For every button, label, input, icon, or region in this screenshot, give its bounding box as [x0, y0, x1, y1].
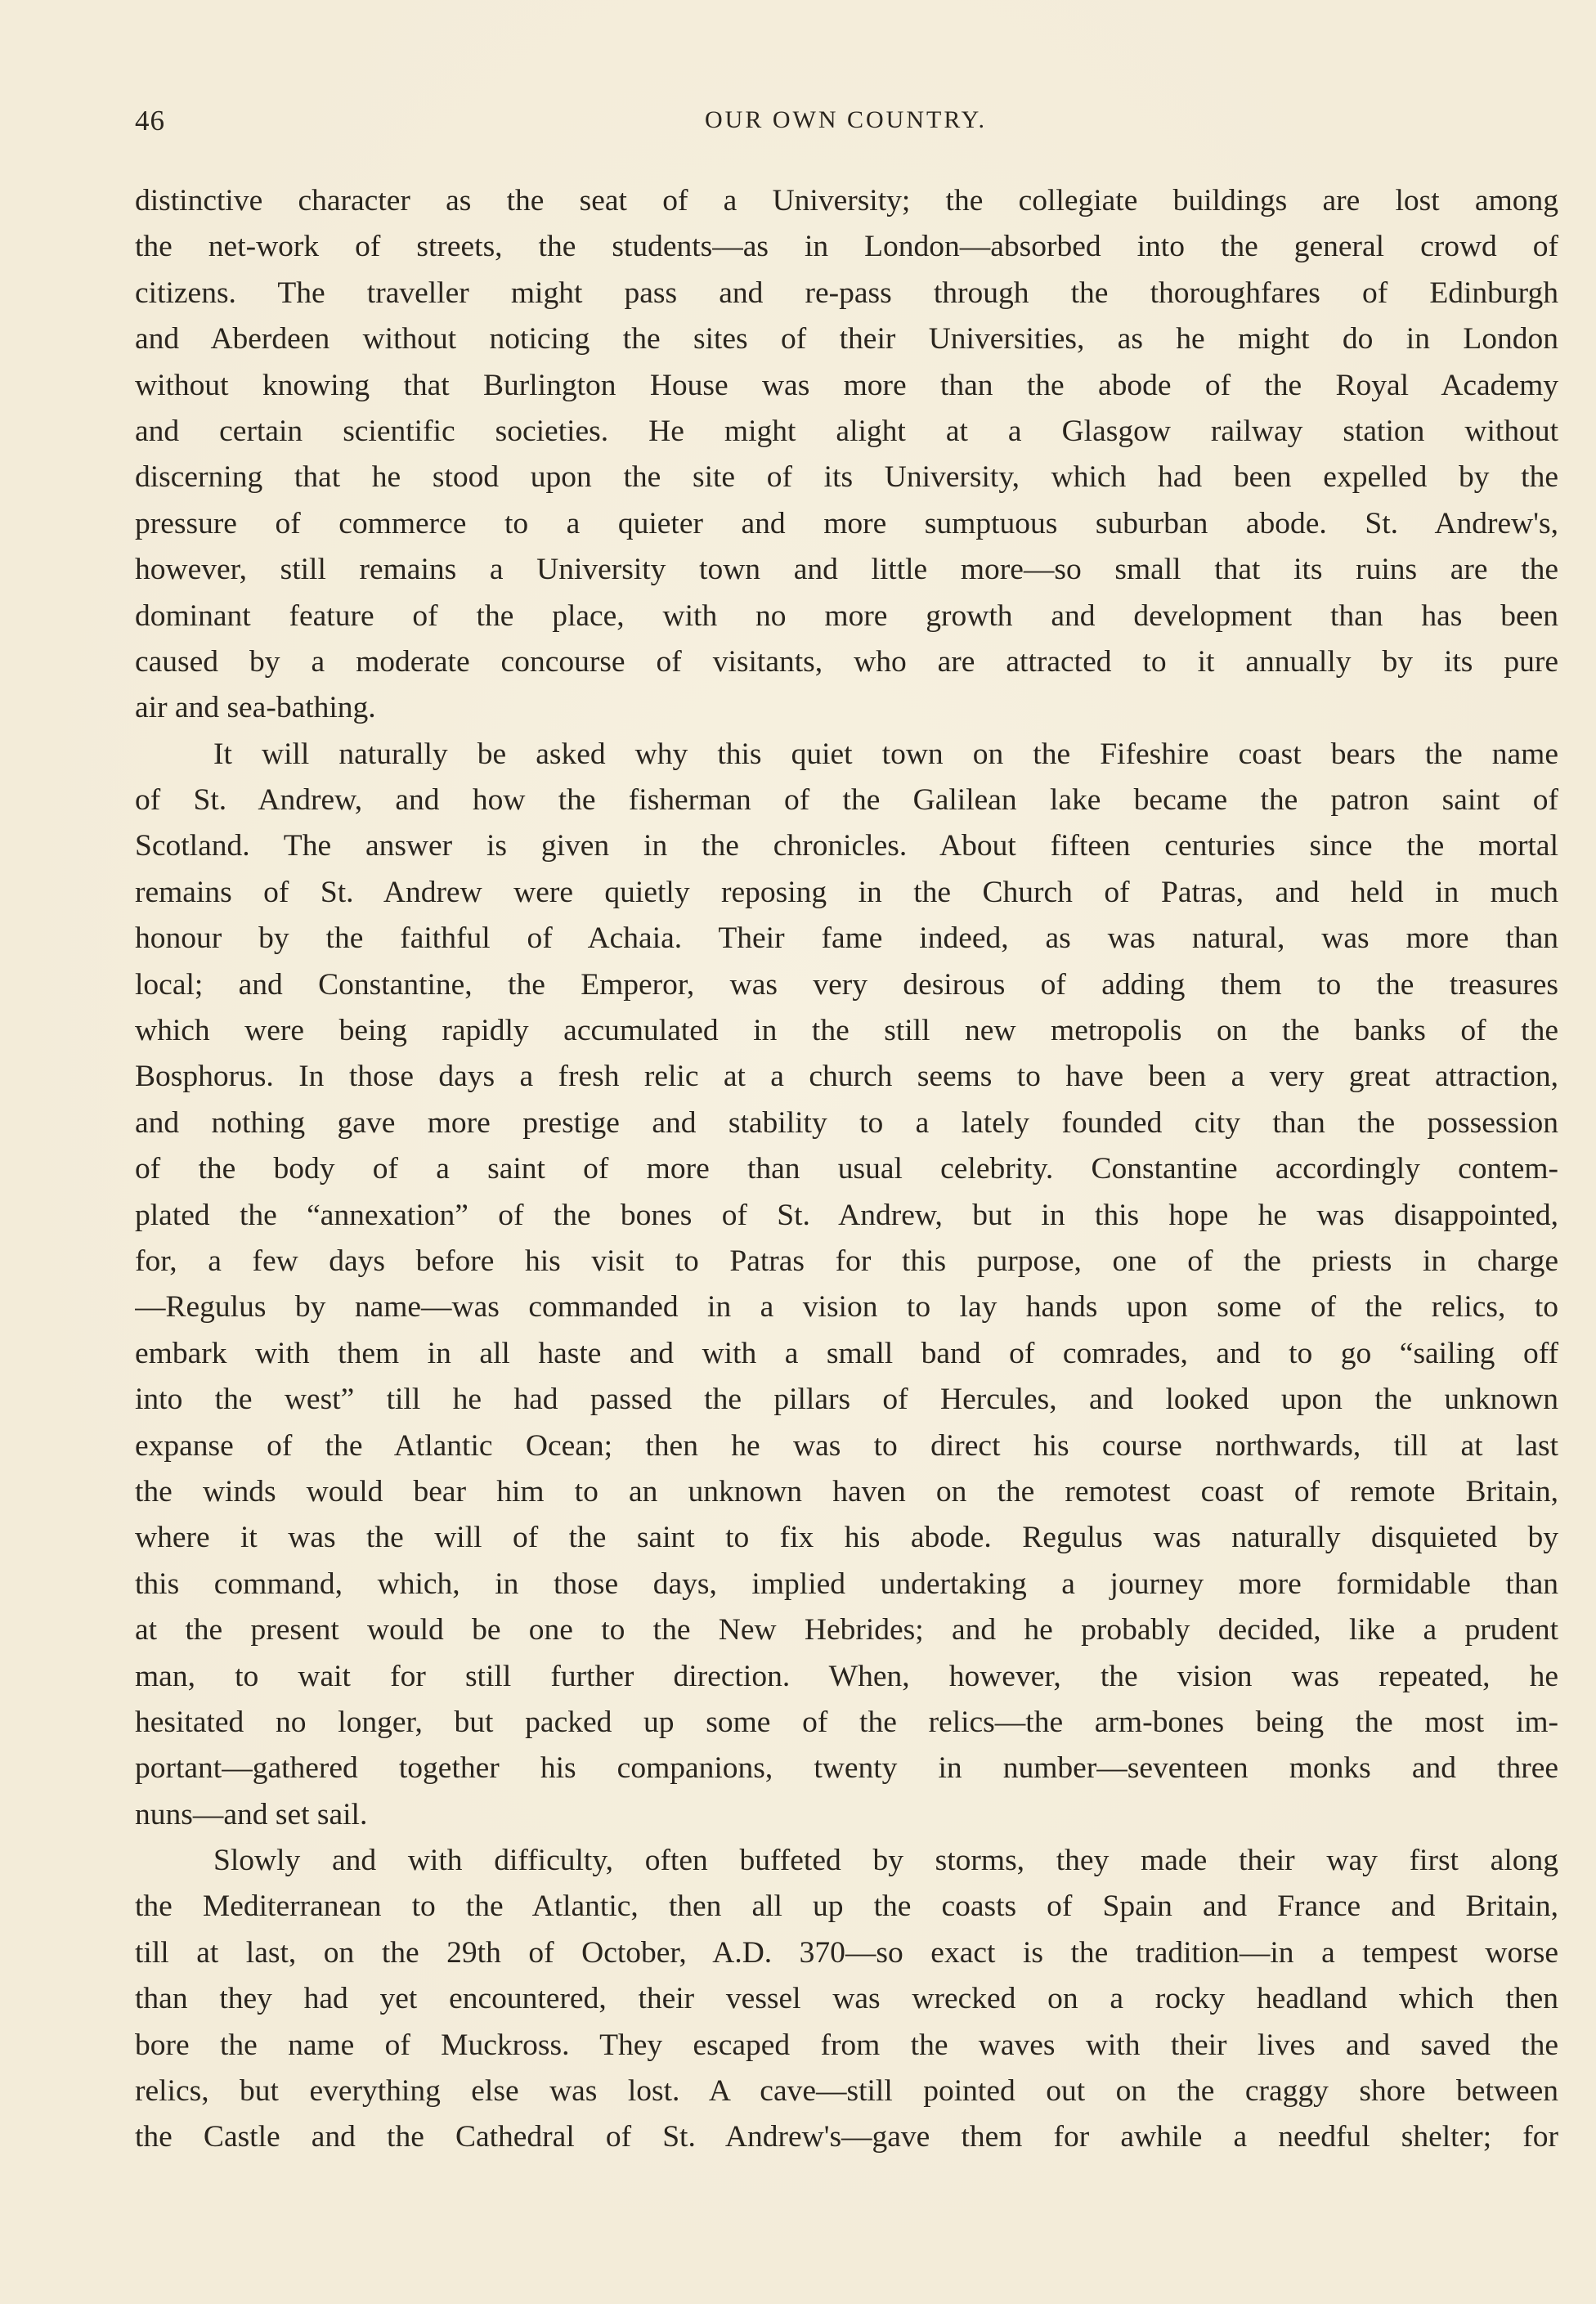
text-line: however, still remains a University town and little more—so small that its ruins are the [135, 553, 1558, 587]
text-line: without knowing that Burlington House was more than the abode of the Royal Academy [135, 368, 1558, 402]
text-line: and certain scientific societies. He might alight at a Glasgow railway station without [135, 414, 1558, 448]
text-line: dominant feature of the place, with no more growth and development than has been [135, 598, 1558, 633]
text-line: portant—gathered together his companions, twenty in number—seventeen monks and three [135, 1751, 1558, 1786]
text-line: Slowly and with difficulty, often buffeted by storms, they made their way first along [213, 1844, 1558, 1878]
page-number: 46 [135, 105, 165, 137]
text-line: caused by a moderate concourse of visitants, who are attracted to it annually by its pure [135, 644, 1558, 679]
text-line: Bosphorus. In those days a fresh relic at a church seems to have been a very great attraction, [135, 1060, 1558, 1094]
text-line: of St. Andrew, and how the fisherman of the Galilean lake became the patron saint of [135, 783, 1558, 818]
text-line: the Castle and the Cathedral of St. Andrew's—gave them for awhile a needful shelter; for [135, 2120, 1558, 2154]
text-line: the winds would bear him to an unknown haven on the remotest coast of remote Britain, [135, 1474, 1558, 1508]
text-line: than they had yet encountered, their vessel was wrecked on a rocky headland which then [135, 1982, 1558, 2016]
text-line: where it was the will of the saint to fix his abode. Regulus was naturally disquieted by [135, 1521, 1558, 1555]
body-text [135, 178, 1558, 2161]
text-line: of the body of a saint of more than usual celebrity. Constantine accordingly contem- [135, 1152, 1558, 1186]
text-line: Scotland. The answer is given in the chronicles. About fifteen centuries since the mortal [135, 829, 1558, 863]
running-head [135, 105, 1557, 137]
text-line: till at last, on the 29th of October, A.D. 370—so exact is the tradition—in a tempest worse [135, 1935, 1558, 1970]
text-line: —Regulus by name—was commanded in a vision to lay hands upon some of the relics, to [135, 1290, 1558, 1325]
text-line: discerning that he stood upon the site of its University, which had been expelled by the [135, 460, 1558, 495]
text-line: bore the name of Muckross. They escaped from the waves with their lives and saved the [135, 2028, 1558, 2062]
text-line: embark with them in all haste and with a small band of comrades, and to go “sailing off [135, 1336, 1558, 1370]
text-line: citizens. The traveller might pass and re-pass through the thoroughfares of Edinburgh [135, 276, 1558, 310]
text-line: expanse of the Atlantic Ocean; then he was to direct his course northwards, till at last [135, 1428, 1558, 1463]
text-line: relics, but everything else was lost. A cave—still pointed out on the craggy shore between [135, 2074, 1558, 2109]
text-line: honour by the faithful of Achaia. Their fame indeed, as was natural, was more than [135, 921, 1558, 956]
text-line: hesitated no longer, but packed up some of the relics—the arm-bones being the most im- [135, 1705, 1558, 1739]
text-line: plated the “annexation” of the bones of St. Andrew, but in this hope he was disappointed, [135, 1198, 1558, 1232]
text-line: the Mediterranean to the Atlantic, then all up the coasts of Spain and France and Britain, [135, 1889, 1558, 1924]
text-line: nuns—and set sail. [135, 1797, 368, 1831]
running-title: OUR OWN COUNTRY. [705, 106, 987, 133]
text-line: and Aberdeen without noticing the sites of their Universities, as he might do in London [135, 322, 1558, 356]
text-line: at the present would be one to the New Hebrides; and he probably decided, like a prudent [135, 1613, 1558, 1647]
text-line: this command, which, in those days, implied undertaking a journey more formidable than [135, 1567, 1558, 1601]
text-line: It will naturally be asked why this quiet town on the Fifeshire coast bears the name [213, 737, 1558, 771]
text-line: for, a few days before his visit to Patras for this purpose, one of the priests in charge [135, 1244, 1558, 1278]
text-line: into the west” till he had passed the pillars of Hercules, and looked upon the unknown [135, 1383, 1558, 1417]
text-line: man, to wait for still further direction. When, however, the vision was repeated, he [135, 1659, 1558, 1693]
text-line: and nothing gave more prestige and stability to a lately founded city than the possession [135, 1105, 1558, 1140]
text-line: local; and Constantine, the Emperor, was very desirous of adding them to the treasures [135, 967, 1558, 1002]
text-line: remains of St. Andrew were quietly reposing in the Church of Patras, and held in much [135, 875, 1558, 909]
text-line: distinctive character as the seat of a University; the collegiate buildings are lost among [135, 184, 1558, 217]
text-line: the net-work of streets, the students—as in London—absorbed into the general crowd of [135, 230, 1558, 264]
text-line: which were being rapidly accumulated in the still new metropolis on the banks of the [135, 1014, 1558, 1048]
text-line: air and sea-bathing. [135, 691, 376, 725]
text-line: pressure of commerce to a quieter and more sumptuous suburban abode. St. Andrew's, [135, 506, 1558, 540]
